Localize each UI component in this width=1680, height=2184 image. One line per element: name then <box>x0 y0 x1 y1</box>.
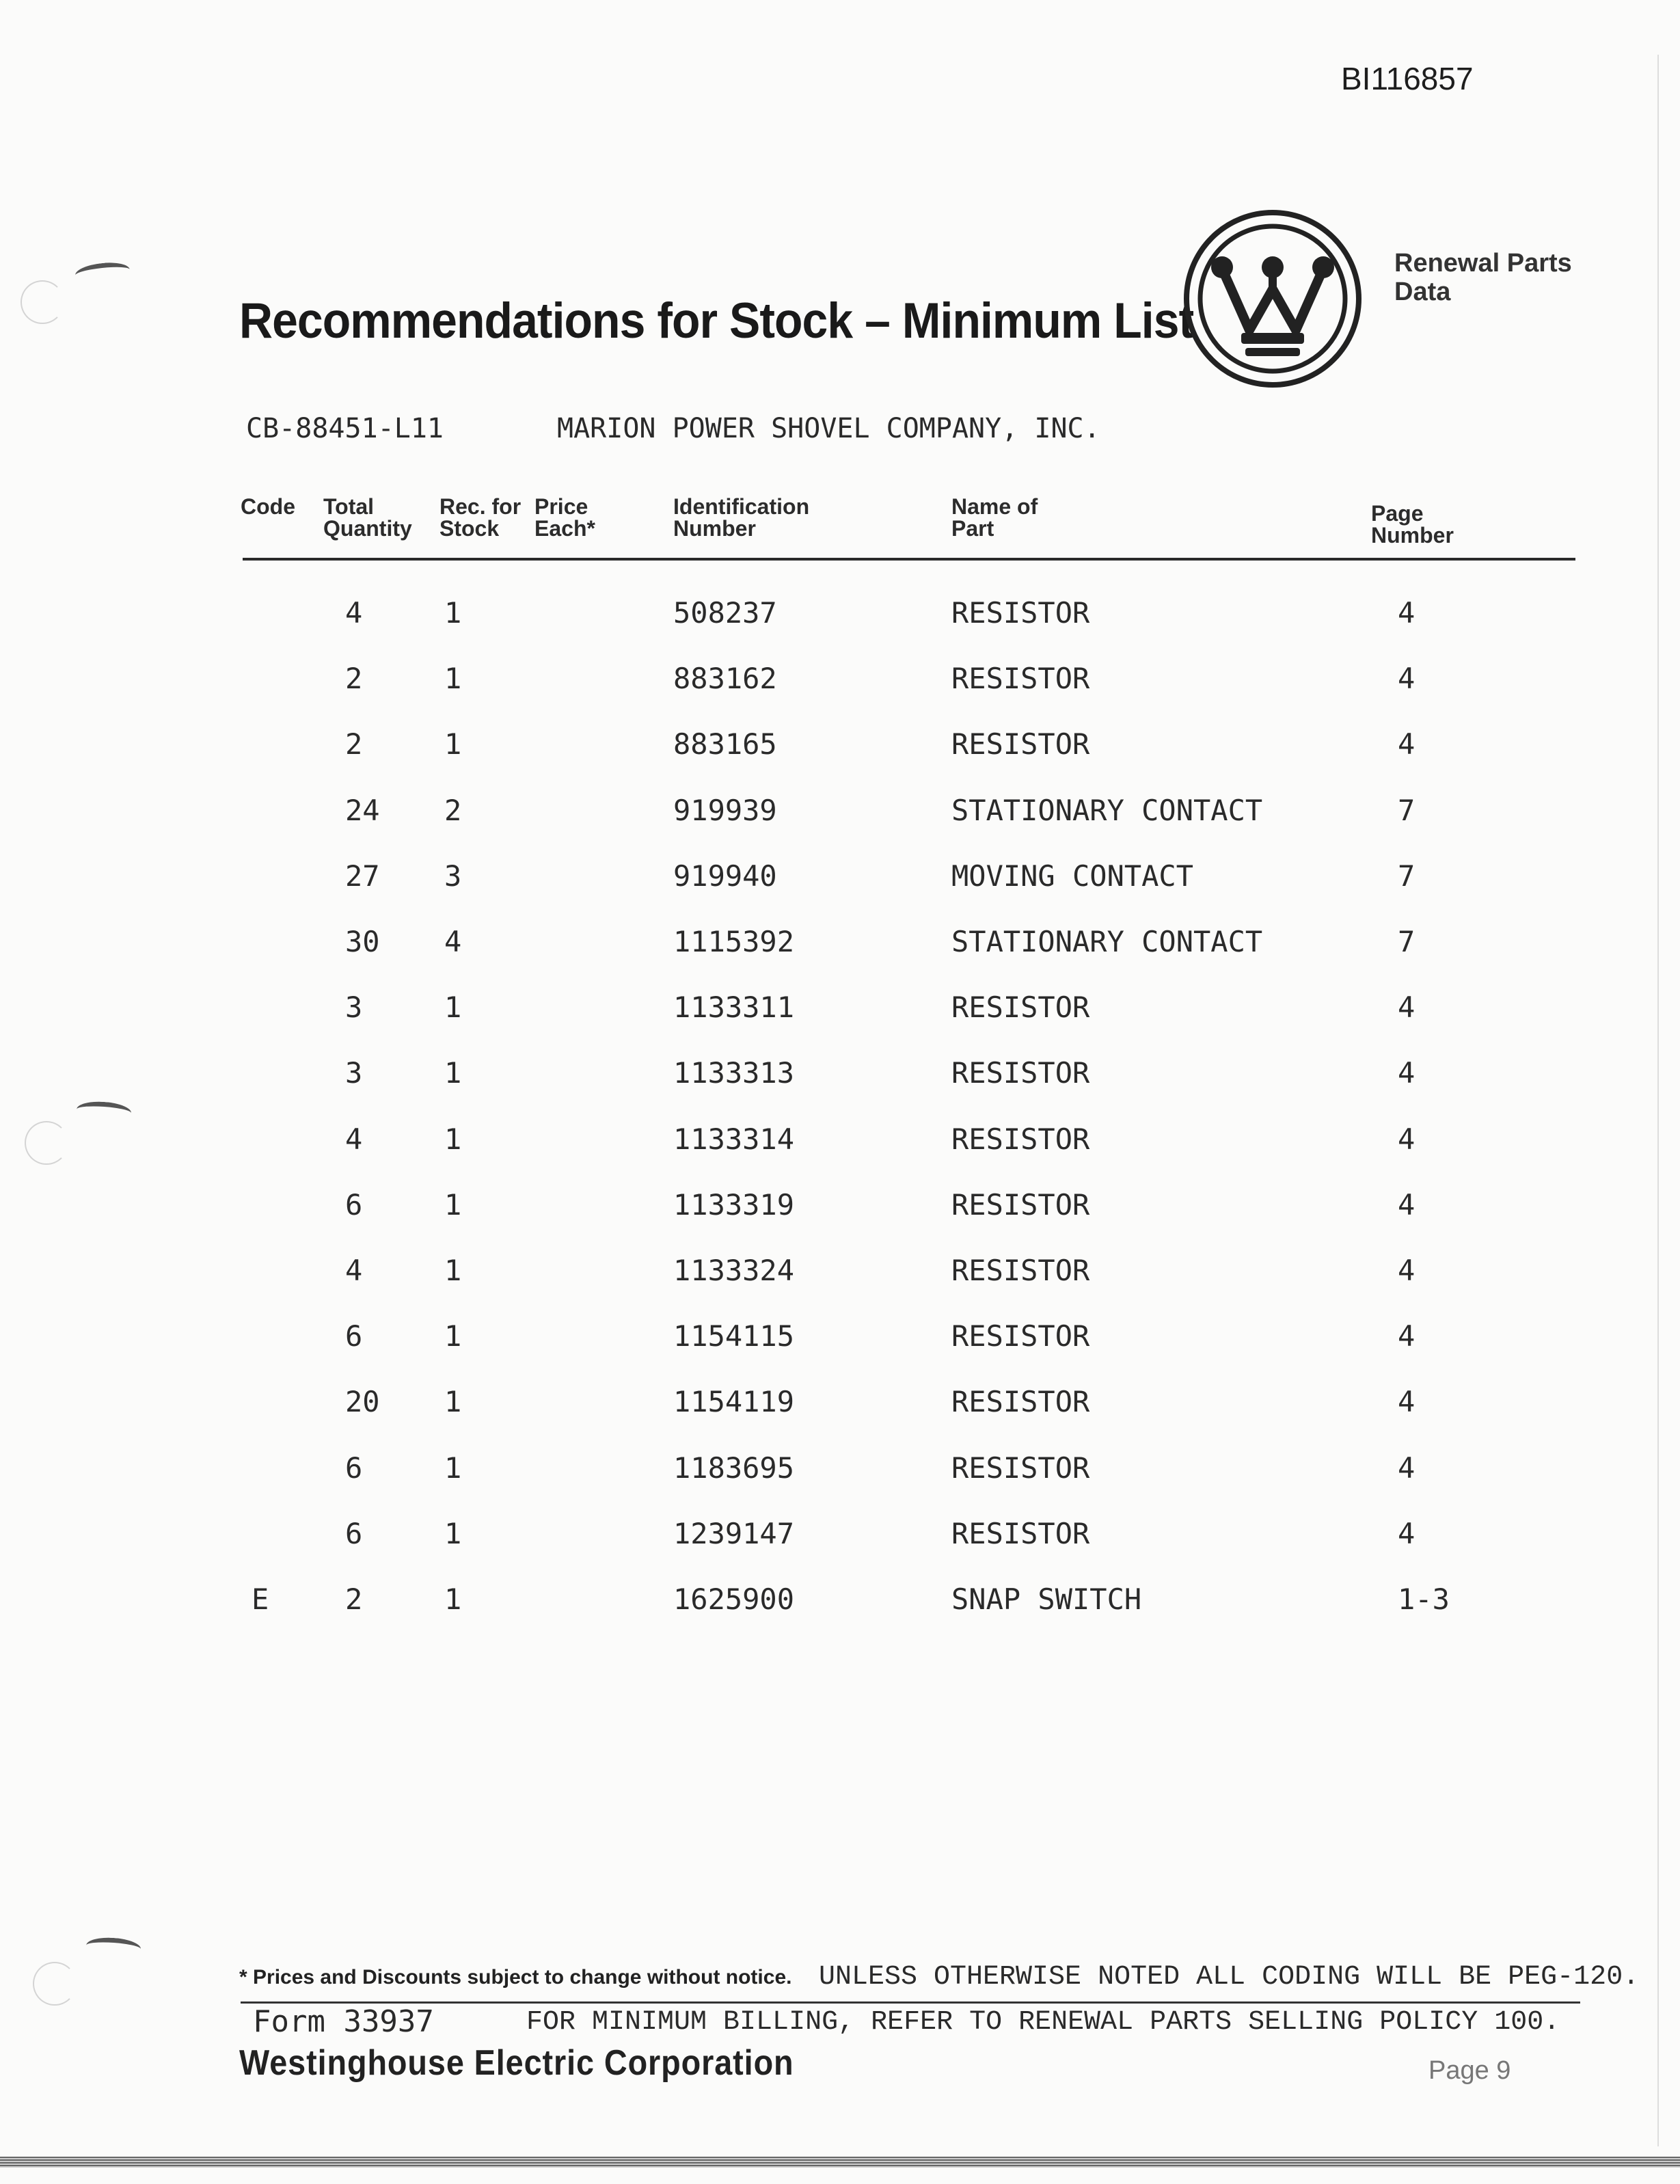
punch-mark <box>74 260 131 284</box>
cell-name-of-part: RESISTOR <box>951 662 1090 695</box>
coding-note: UNLESS OTHERWISE NOTED ALL CODING WILL BE PEG-120. <box>819 1962 1640 1993</box>
cell-total-quantity: 6 <box>345 1188 363 1222</box>
cell-total-quantity: 20 <box>345 1385 380 1418</box>
cell-name-of-part: RESISTOR <box>951 1319 1090 1353</box>
catalog-number: CB-88451-L11 <box>246 413 444 444</box>
cell-name-of-part: RESISTOR <box>951 1385 1090 1418</box>
cell-rec-for-stock: 1 <box>444 1254 462 1287</box>
cell-rec-for-stock: 1 <box>444 1188 462 1222</box>
cell-identification-number: 1133324 <box>673 1254 795 1287</box>
cell-identification-number: 1154115 <box>673 1319 795 1353</box>
cell-page-number: 7 <box>1398 794 1415 827</box>
cell-name-of-part: STATIONARY CONTACT <box>951 794 1263 827</box>
header-page-number: Page Number <box>1371 501 1454 548</box>
cell-page-number: 4 <box>1398 596 1415 630</box>
cell-name-of-part: RESISTOR <box>951 1188 1090 1222</box>
customer-name: MARION POWER SHOVEL COMPANY, INC. <box>557 413 1100 444</box>
cell-identification-number: 1133313 <box>673 1056 795 1090</box>
punch-hole <box>21 280 64 324</box>
table-row <box>0 1188 1680 1254</box>
header-code: Code <box>241 494 295 519</box>
cell-identification-number: 919939 <box>673 794 777 827</box>
cell-page-number: 4 <box>1398 1319 1415 1353</box>
cell-total-quantity: 24 <box>345 794 380 827</box>
cell-total-quantity: 2 <box>345 662 363 695</box>
cell-total-quantity: 2 <box>345 727 363 761</box>
footer-rule <box>241 2001 1580 2004</box>
table-row <box>0 1254 1680 1319</box>
cell-rec-for-stock: 1 <box>444 1385 462 1418</box>
table-row <box>0 727 1680 793</box>
cell-rec-for-stock: 4 <box>444 925 462 958</box>
cell-total-quantity: 30 <box>345 925 380 958</box>
header-total-quantity: Total Quantity <box>323 494 412 541</box>
cell-page-number: 4 <box>1398 1254 1415 1287</box>
cell-identification-number: 1154119 <box>673 1385 795 1418</box>
table-row <box>0 1517 1680 1582</box>
cell-identification-number: 1133314 <box>673 1122 795 1156</box>
cell-rec-for-stock: 1 <box>444 727 462 761</box>
cell-page-number: 4 <box>1398 1188 1415 1222</box>
company-name: Westinghouse Electric Corporation <box>239 2043 794 2083</box>
cell-name-of-part: RESISTOR <box>951 1056 1090 1090</box>
cell-page-number: 1-3 <box>1398 1582 1450 1616</box>
cell-total-quantity: 3 <box>345 990 363 1024</box>
cell-total-quantity: 6 <box>345 1517 363 1550</box>
page-number: Page 9 <box>1428 2056 1511 2085</box>
cell-identification-number: 1239147 <box>673 1517 795 1550</box>
header-rule <box>243 558 1575 561</box>
table-row <box>0 1385 1680 1451</box>
cell-identification-number: 883165 <box>673 727 777 761</box>
cell-total-quantity: 4 <box>345 596 363 630</box>
cell-rec-for-stock: 1 <box>444 1451 462 1485</box>
westinghouse-logo-icon <box>1182 208 1363 389</box>
cell-page-number: 4 <box>1398 1385 1415 1418</box>
cell-identification-number: 1115392 <box>673 925 795 958</box>
cell-total-quantity: 3 <box>345 1056 363 1090</box>
cell-name-of-part: MOVING CONTACT <box>951 859 1194 893</box>
cell-name-of-part: RESISTOR <box>951 596 1090 630</box>
cell-rec-for-stock: 1 <box>444 596 462 630</box>
billing-note: FOR MINIMUM BILLING, REFER TO RENEWAL PARTS SELLING POLICY 100. <box>526 2007 1560 2038</box>
table-row <box>0 1056 1680 1122</box>
table-row <box>0 1582 1680 1648</box>
cell-identification-number: 1183695 <box>673 1451 795 1485</box>
cell-total-quantity: 4 <box>345 1254 363 1287</box>
header-name-of-part: Name of Part <box>951 494 1038 541</box>
form-number: Form 33937 <box>253 2004 434 2039</box>
table-row <box>0 596 1680 662</box>
cell-code: E <box>252 1582 269 1616</box>
cell-name-of-part: RESISTOR <box>951 727 1090 761</box>
cell-page-number: 4 <box>1398 990 1415 1024</box>
cell-total-quantity: 27 <box>345 859 380 893</box>
cell-page-number: 4 <box>1398 1451 1415 1485</box>
cell-page-number: 4 <box>1398 1056 1415 1090</box>
cell-page-number: 4 <box>1398 1122 1415 1156</box>
cell-name-of-part: RESISTOR <box>951 1122 1090 1156</box>
cell-identification-number: 508237 <box>673 596 777 630</box>
table-row <box>0 1319 1680 1385</box>
cell-rec-for-stock: 1 <box>444 1319 462 1353</box>
cell-rec-for-stock: 1 <box>444 990 462 1024</box>
cell-identification-number: 1625900 <box>673 1582 795 1616</box>
cell-rec-for-stock: 1 <box>444 1056 462 1090</box>
cell-name-of-part: STATIONARY CONTACT <box>951 925 1263 958</box>
cell-name-of-part: RESISTOR <box>951 1451 1090 1485</box>
cell-name-of-part: RESISTOR <box>951 1254 1090 1287</box>
cell-rec-for-stock: 1 <box>444 1122 462 1156</box>
table-row <box>0 1451 1680 1517</box>
cell-page-number: 4 <box>1398 727 1415 761</box>
brand-label: Renewal Parts Data <box>1394 249 1572 306</box>
cell-page-number: 4 <box>1398 662 1415 695</box>
cell-rec-for-stock: 1 <box>444 1517 462 1550</box>
table-row <box>0 662 1680 727</box>
cell-name-of-part: SNAP SWITCH <box>951 1582 1142 1616</box>
table-row <box>0 859 1680 925</box>
cell-page-number: 7 <box>1398 925 1415 958</box>
scan-bottom-edge <box>0 2157 1680 2168</box>
table-row <box>0 1122 1680 1188</box>
cell-name-of-part: RESISTOR <box>951 1517 1090 1550</box>
cell-page-number: 7 <box>1398 859 1415 893</box>
table-row <box>0 925 1680 990</box>
table-row <box>0 794 1680 859</box>
cell-rec-for-stock: 3 <box>444 859 462 893</box>
punch-mark <box>85 1936 141 1958</box>
cell-total-quantity: 2 <box>345 1582 363 1616</box>
header-price-each: Price Each* <box>534 494 595 541</box>
cell-rec-for-stock: 1 <box>444 662 462 695</box>
document-id: BI116857 <box>1341 61 1474 96</box>
cell-rec-for-stock: 1 <box>444 1582 462 1616</box>
price-footnote: * Prices and Discounts subject to change without notice. <box>239 1966 792 1988</box>
header-rec-for-stock: Rec. for Stock <box>439 494 521 541</box>
cell-rec-for-stock: 2 <box>444 794 462 827</box>
cell-identification-number: 1133311 <box>673 990 795 1024</box>
cell-identification-number: 883162 <box>673 662 777 695</box>
table-row <box>0 990 1680 1056</box>
header-identification-number: Identification Number <box>673 494 810 541</box>
document-title: Recommendations for Stock – Minimum List <box>239 293 1194 349</box>
cell-total-quantity: 6 <box>345 1319 363 1353</box>
cell-total-quantity: 6 <box>345 1451 363 1485</box>
cell-identification-number: 919940 <box>673 859 777 893</box>
cell-name-of-part: RESISTOR <box>951 990 1090 1024</box>
cell-identification-number: 1133319 <box>673 1188 795 1222</box>
cell-total-quantity: 4 <box>345 1122 363 1156</box>
punch-hole <box>33 1962 77 2006</box>
cell-page-number: 4 <box>1398 1517 1415 1550</box>
